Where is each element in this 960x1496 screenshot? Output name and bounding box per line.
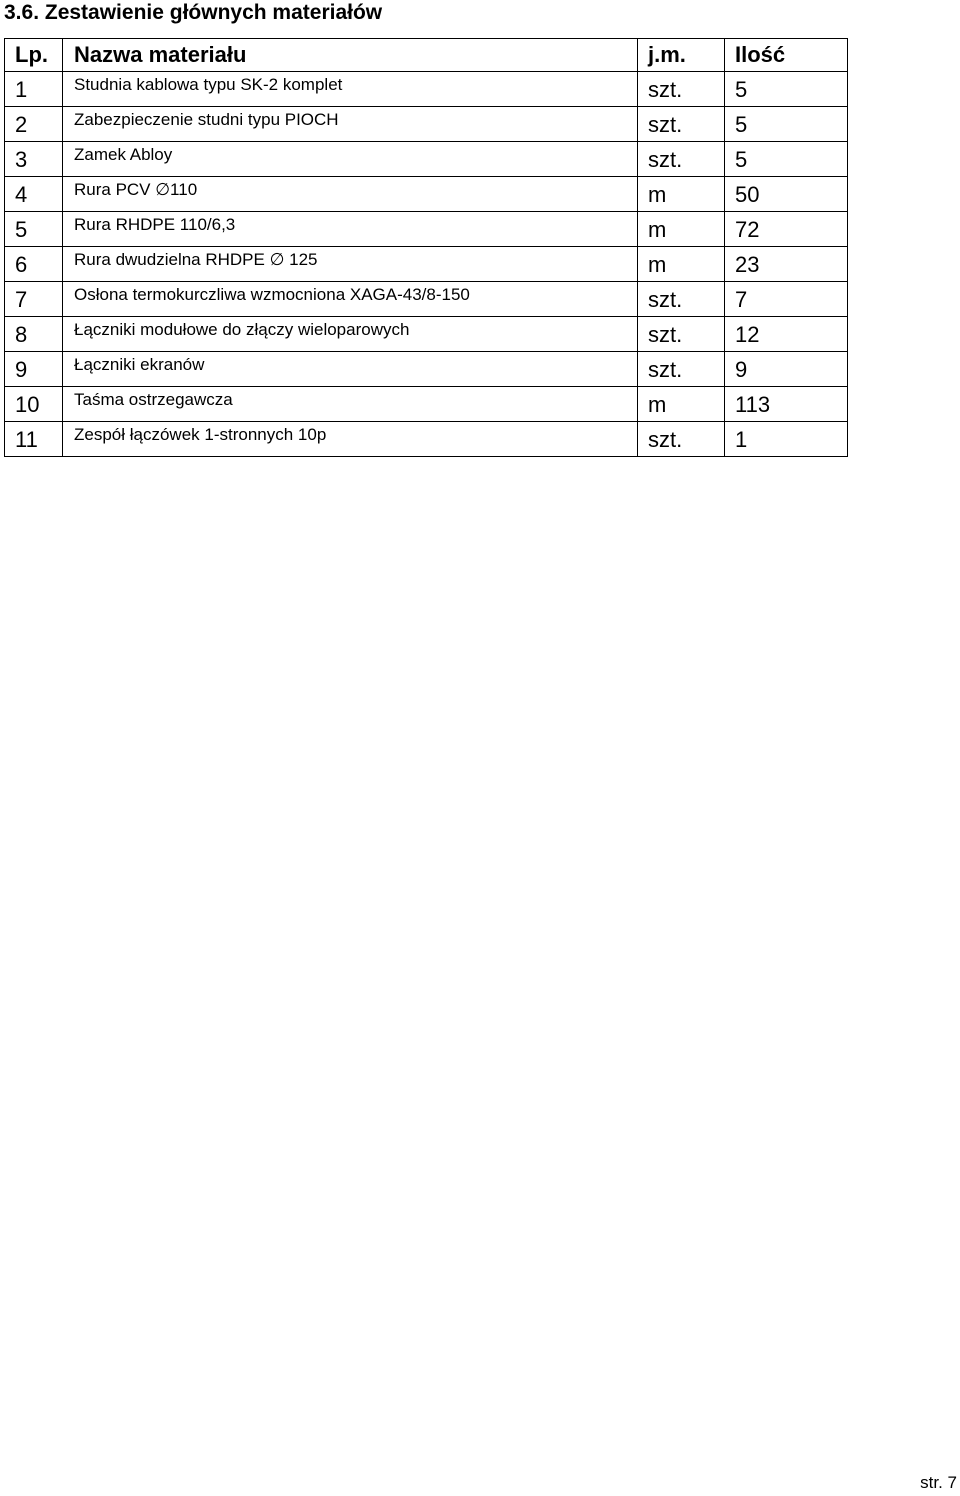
cell-unit: szt. bbox=[638, 107, 725, 142]
table-row bbox=[5, 107, 848, 142]
cell-unit: szt. bbox=[638, 422, 725, 457]
cell-quantity: 5 bbox=[725, 142, 848, 177]
cell-quantity: 7 bbox=[725, 282, 848, 317]
cell-unit: szt. bbox=[638, 72, 725, 107]
cell-lp: 1 bbox=[5, 72, 63, 107]
cell-name: Osłona termokurczliwa wzmocniona XAGA-43/8-150 bbox=[63, 282, 638, 317]
cell-unit: szt. bbox=[638, 317, 725, 352]
cell-lp: 7 bbox=[5, 282, 63, 317]
cell-unit: szt. bbox=[638, 352, 725, 387]
cell-quantity: 50 bbox=[725, 177, 848, 212]
table-row bbox=[5, 387, 848, 422]
header-name: Nazwa materiału bbox=[63, 39, 638, 72]
cell-name: Łączniki modułowe do złączy wieloparowych bbox=[63, 317, 638, 352]
cell-unit: m bbox=[638, 387, 725, 422]
cell-lp: 11 bbox=[5, 422, 63, 457]
cell-quantity: 9 bbox=[725, 352, 848, 387]
cell-unit: szt. bbox=[638, 282, 725, 317]
header-quantity: Ilość bbox=[725, 39, 848, 72]
table-row bbox=[5, 247, 848, 282]
materials-table bbox=[4, 38, 848, 457]
cell-lp: 2 bbox=[5, 107, 63, 142]
header-unit: j.m. bbox=[638, 39, 725, 72]
table-row bbox=[5, 212, 848, 247]
table-row bbox=[5, 317, 848, 352]
cell-quantity: 1 bbox=[725, 422, 848, 457]
cell-name: Studnia kablowa typu SK-2 komplet bbox=[63, 72, 638, 107]
cell-quantity: 5 bbox=[725, 107, 848, 142]
cell-quantity: 23 bbox=[725, 247, 848, 282]
cell-name: Zabezpieczenie studni typu PIOCH bbox=[63, 107, 638, 142]
cell-name: Łączniki ekranów bbox=[63, 352, 638, 387]
cell-name: Zamek Abloy bbox=[63, 142, 638, 177]
cell-name: Zespół łączówek 1-stronnych 10p bbox=[63, 422, 638, 457]
cell-lp: 8 bbox=[5, 317, 63, 352]
cell-unit: m bbox=[638, 247, 725, 282]
cell-quantity: 5 bbox=[725, 72, 848, 107]
cell-quantity: 113 bbox=[725, 387, 848, 422]
cell-name: Rura dwudzielna RHDPE ∅ 125 bbox=[63, 247, 638, 282]
table-header-row bbox=[5, 39, 848, 72]
cell-lp: 3 bbox=[5, 142, 63, 177]
cell-name: Rura RHDPE 110/6,3 bbox=[63, 212, 638, 247]
cell-lp: 5 bbox=[5, 212, 63, 247]
table-row bbox=[5, 282, 848, 317]
table-row bbox=[5, 177, 848, 212]
header-lp: Lp. bbox=[5, 39, 63, 72]
cell-unit: m bbox=[638, 177, 725, 212]
cell-name: Rura PCV ∅110 bbox=[63, 177, 638, 212]
cell-quantity: 72 bbox=[725, 212, 848, 247]
cell-lp: 10 bbox=[5, 387, 63, 422]
cell-name: Taśma ostrzegawcza bbox=[63, 387, 638, 422]
cell-lp: 6 bbox=[5, 247, 63, 282]
cell-lp: 9 bbox=[5, 352, 63, 387]
table-row bbox=[5, 142, 848, 177]
cell-quantity: 12 bbox=[725, 317, 848, 352]
page-number: str. 7 bbox=[920, 1473, 957, 1492]
cell-lp: 4 bbox=[5, 177, 63, 212]
table-row bbox=[5, 422, 848, 457]
cell-unit: szt. bbox=[638, 142, 725, 177]
table-row bbox=[5, 72, 848, 107]
section-title: 3.6. Zestawienie głównych materiałów bbox=[4, 1, 383, 24]
cell-unit: m bbox=[638, 212, 725, 247]
table-row bbox=[5, 352, 848, 387]
